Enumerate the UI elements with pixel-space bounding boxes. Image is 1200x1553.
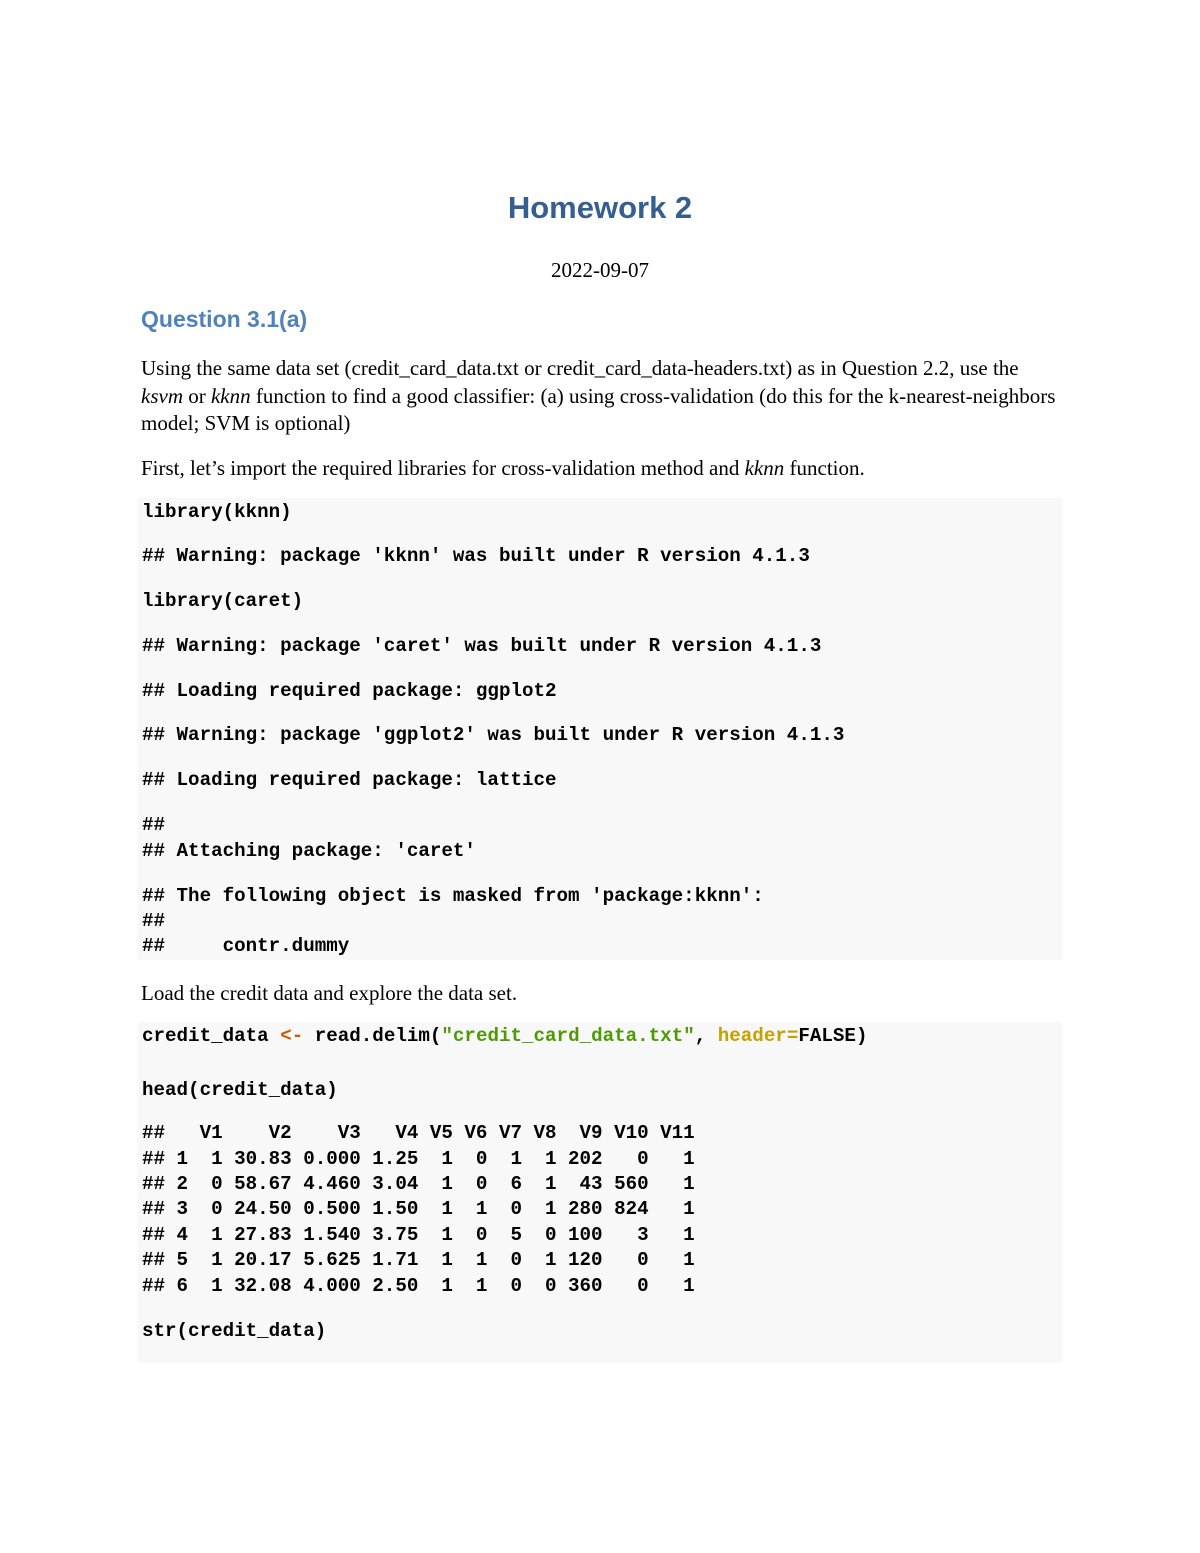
code-line: head(credit_data)	[142, 1079, 338, 1101]
paragraph-text: First, let’s import the required libraries for cross-validation method and	[141, 456, 745, 480]
paragraph-text: function to find a good classifier: (a) using cross-validation (do this for the k-nearest-neighbors model; SVM is optional)	[141, 383, 1056, 435]
output-line: ## contr.dummy	[142, 935, 350, 957]
output-line: ## Loading required package: ggplot2	[142, 680, 557, 702]
table-row: ## 2 0 58.67 4.460 3.04 1 0 6 1 43 560 1	[142, 1173, 695, 1195]
intro-paragraph	[141, 455, 1061, 483]
code-token-operator: <-	[280, 1025, 304, 1047]
ksvm-emphasis: ksvm	[141, 383, 183, 408]
load-data-paragraph: Load the credit data and explore the data set.	[141, 981, 518, 1005]
output-line: ## Warning: package 'kknn' was built under R version 4.1.3	[142, 545, 810, 567]
question-paragraph	[141, 355, 1061, 438]
code-line: str(credit_data)	[142, 1320, 327, 1342]
code-line-read-delim	[142, 1024, 867, 1048]
paragraph-text: Using the same data set (credit_card_data.txt or credit_card_data-headers.txt) as in Question 2.2, use the	[141, 356, 1019, 380]
document-date: 2022-09-07	[551, 258, 649, 282]
output-line: ##	[142, 910, 166, 932]
kknn-emphasis: kknn	[210, 383, 251, 408]
code-token: read.delim(	[303, 1025, 442, 1047]
code-token: credit_data	[142, 1025, 281, 1047]
output-line: ## Warning: package 'ggplot2' was built under R version 4.1.3	[142, 724, 845, 746]
table-row: ## 5 1 20.17 5.625 1.71 1 1 0 1 120 0 1	[142, 1249, 695, 1271]
output-line: ## Warning: package 'caret' was built under R version 4.1.3	[142, 635, 822, 657]
code-line: library(caret)	[142, 590, 304, 612]
question-heading: Question 3.1(a)	[141, 306, 308, 332]
table-header: ## V1 V2 V3 V4 V5 V6 V7 V8 V9 V10 V11	[142, 1122, 695, 1144]
output-line: ## Loading required package: lattice	[142, 769, 557, 791]
table-row: ## 3 0 24.50 0.500 1.50 1 1 0 1 280 824 1	[142, 1198, 695, 1220]
output-line: ##	[142, 814, 166, 836]
paragraph-text: function.	[784, 456, 865, 480]
paragraph-text: or	[182, 383, 211, 408]
code-token: ,	[694, 1025, 718, 1047]
table-row: ## 4 1 27.83 1.540 3.75 1 0 5 0 100 3 1	[142, 1224, 695, 1246]
code-token-string: "credit_card_data.txt"	[441, 1025, 695, 1047]
table-row: ## 1 1 30.83 0.000 1.25 1 0 1 1 202 0 1	[142, 1148, 695, 1170]
code-block-data	[138, 1022, 1062, 1363]
table-row: ## 6 1 32.08 4.000 2.50 1 1 0 0 360 0 1	[142, 1275, 695, 1297]
code-token: FALSE)	[798, 1025, 868, 1047]
code-token-argument: header=	[717, 1025, 799, 1047]
document-title: Homework 2	[507, 190, 693, 225]
kknn-emphasis: kknn	[744, 456, 785, 480]
code-block-libraries	[138, 498, 1062, 960]
code-line: library(kknn)	[142, 501, 292, 523]
output-line: ## Attaching package: 'caret'	[142, 840, 476, 862]
output-line: ## The following object is masked from 'package:kknn':	[142, 885, 764, 907]
